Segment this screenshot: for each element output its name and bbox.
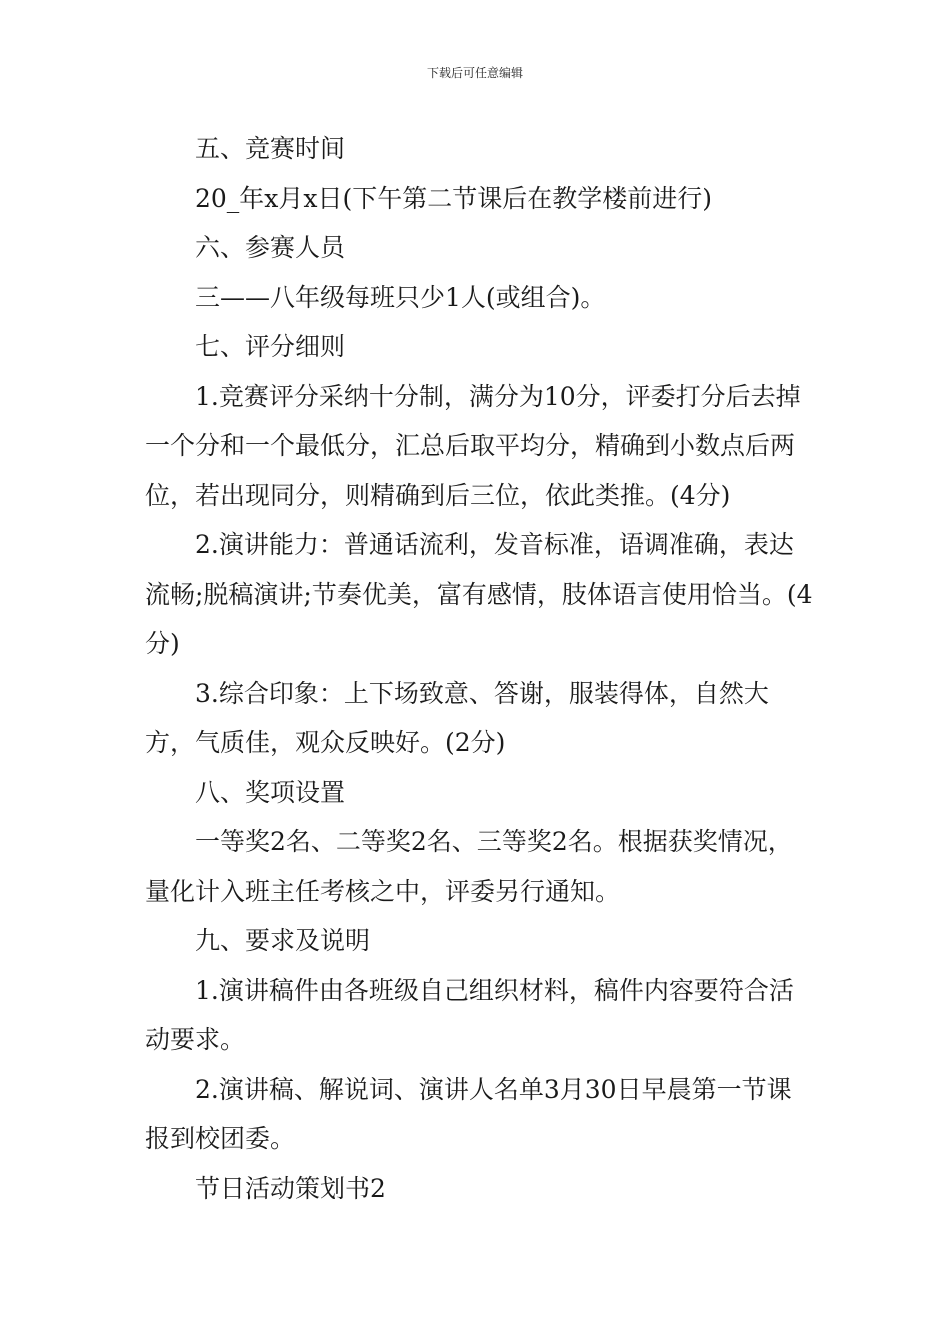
section-heading-scoring-rules: 七、评分细则	[195, 332, 346, 361]
paragraph-scoring-rule-3: 3.综合印象：上下场致意、答谢，服装得体，自然大方，气质佳，观众反映好。(2分)	[145, 678, 769, 757]
paragraph-requirement-2: 2.演讲稿、解说词、演讲人名单3月30日早晨第一节课报到校团委。	[145, 1074, 792, 1153]
section-heading-competition-time: 五、竞赛时间	[195, 134, 346, 163]
section-heading-participants: 六、参赛人员	[195, 233, 346, 262]
header-note: 下载后可任意编辑	[426, 66, 523, 80]
paragraph-scoring-rule-1: 1.竞赛评分采纳十分制，满分为10分，评委打分后去掉一个分和一个最低分，汇总后取平均分，精确到小数点后两位，若出现同分，则精确到后三位，依此类推。(4分)	[145, 381, 801, 510]
section-heading-requirements: 九、要求及说明	[195, 926, 371, 955]
section-heading-awards: 八、奖项设置	[195, 777, 346, 807]
paragraph-scoring-rule-2: 2.演讲能力：普通话流利，发音标准，语调准确，表达流畅;脱稿演讲;节奏优美，富有感情，肢体语言使用恰当。(4分)	[145, 530, 813, 658]
paragraph-requirement-1: 1.演讲稿件由各班级自己组织材料，稿件内容要符合活动要求。	[145, 975, 794, 1054]
document-body	[145, 124, 815, 1213]
paragraph-competition-date: 20_年x月x日(下午第二节课后在教学楼前进行)	[195, 183, 713, 213]
paragraph-awards: 一等奖2名、二等奖2名、三等奖2名。根据获奖情况，量化计入班主任考核之中，评委另行通知。	[145, 827, 793, 906]
paragraph-next-plan-title: 节日活动策划书2	[195, 1173, 386, 1203]
paragraph-participants: 三——八年级每班只少1人(或组合)。	[195, 282, 606, 312]
